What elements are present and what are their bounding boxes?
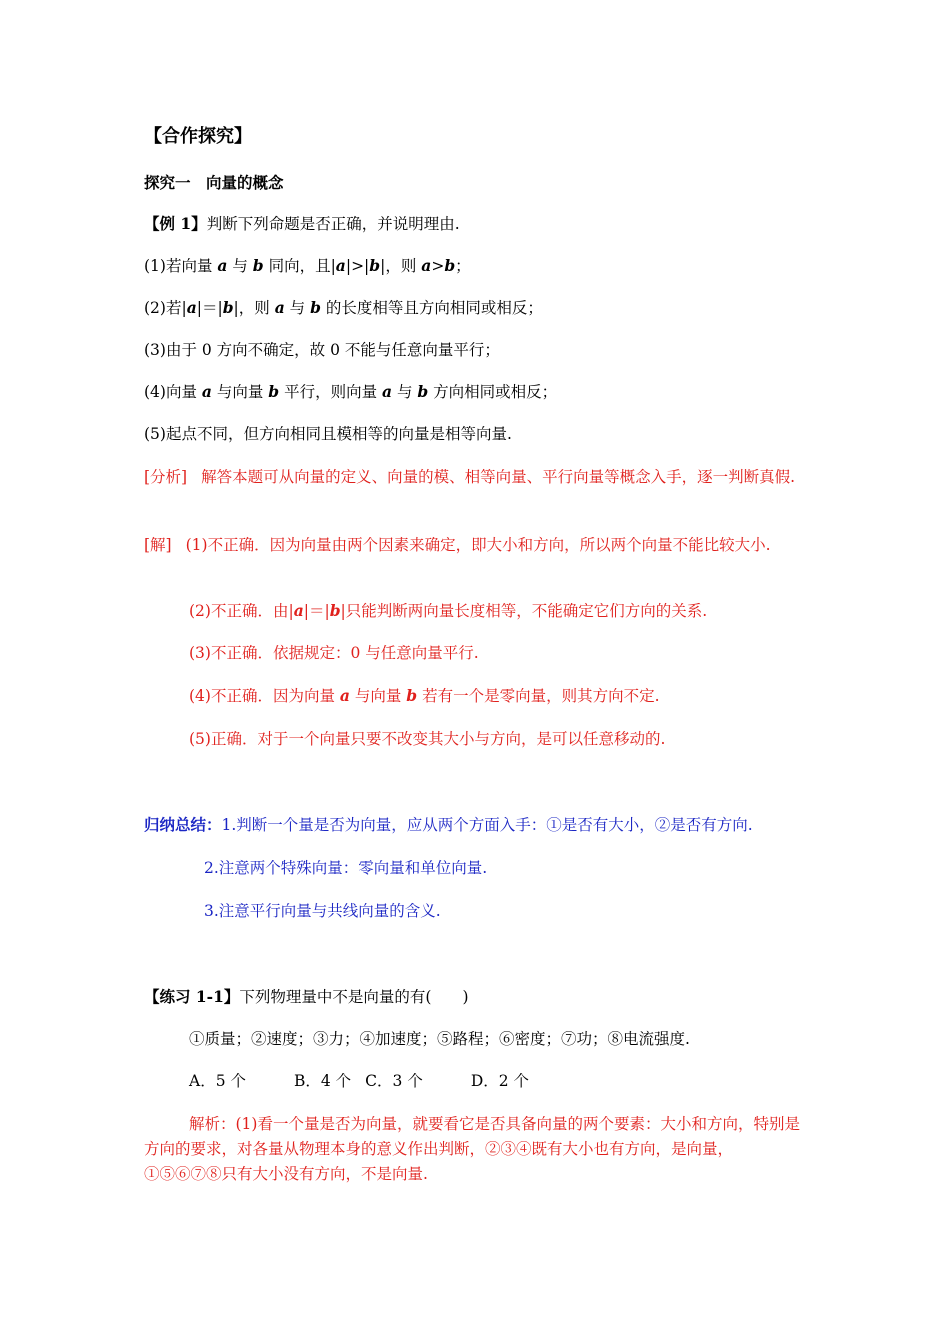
vector-a: a	[293, 601, 304, 620]
proposition-5: (5)起点不同，但方向相同且模相等的向量是相等向量.	[144, 425, 512, 443]
vector-b: b	[329, 601, 341, 620]
vector-a: a	[201, 382, 212, 401]
proposition-1: (1)若向量 a 与 b 同向，且|a|>|b|，则 a>b；	[144, 256, 471, 275]
vector-a: a	[186, 298, 197, 317]
analysis-label: [分析]	[144, 468, 188, 486]
option-b: B．4 个	[293, 1072, 352, 1090]
exercise-options	[189, 1070, 529, 1092]
vector-a: a	[335, 256, 346, 275]
vector-b: b	[310, 298, 321, 317]
solution-5: (5)正确．对于一个向量只要不改变其大小与方向，是可以任意移动的.	[189, 730, 666, 748]
vector-a: a	[421, 256, 432, 275]
solution-label: [解]	[144, 536, 172, 554]
solution-4: (4)不正确．因为向量 a 与向量 b 若有一个是零向量，则其方向不定.	[189, 686, 660, 705]
section-title: 【合作探究】	[144, 126, 252, 147]
vector-b: b	[252, 256, 264, 275]
option-c: C．3 个	[365, 1072, 423, 1090]
vector-a: a	[217, 256, 228, 275]
summary-3: 3.注意平行向量与共线向量的含义.	[204, 902, 441, 920]
option-d: D．2 个	[470, 1072, 530, 1090]
proposition-2: (2)若|a|＝|b|，则 a 与 b 的长度相等且方向相同或相反；	[144, 298, 543, 317]
example-question: 判断下列命题是否正确，并说明理由.	[206, 215, 460, 233]
analysis-text: 解答本题可从向量的定义、向量的模、相等向量、平行向量等概念入手，逐一判断真假.	[201, 468, 796, 486]
example-prompt	[144, 213, 460, 235]
vector-b: b	[369, 256, 381, 275]
exercise-label: 【练习 1-1】	[144, 987, 240, 1006]
summary-label: 归纳总结：	[144, 815, 222, 834]
exercise-explanation: 解析：(1)看一个量是否为向量，就要看它是否具备向量的两个要素：大小和方向，特别是方向的要求，对各量从物理本身的意义作出判断，②③④既有大小也有方向，是向量，①⑤⑥⑦⑧只有大小没有方向，不是向量.	[144, 1115, 800, 1183]
exercise-question: 【练习 1-1】下列物理量中不是向量的有( )	[144, 987, 469, 1006]
vector-b: b	[444, 256, 456, 275]
vector-b: b	[222, 298, 234, 317]
vector-b: b	[417, 382, 429, 401]
vector-a: a	[339, 686, 350, 705]
vector-a: a	[382, 382, 393, 401]
topic-title: 探究一 向量的概念	[144, 173, 284, 192]
proposition-3: (3)由于 0 方向不确定，故 0 不能与任意向量平行；	[144, 341, 500, 359]
solution-1: [解] (1)不正确．因为向量由两个因素来确定，即大小和方向，所以两个向量不能比较大小.	[144, 536, 771, 554]
vector-a: a	[274, 298, 285, 317]
option-a: A．5 个	[189, 1072, 246, 1090]
solution-2: (2)不正确．由|a|＝|b|只能判断两向量长度相等，不能确定它们方向的关系.	[189, 601, 708, 620]
solution-3: (3)不正确．依据规定：0 与任意向量平行.	[189, 644, 479, 662]
exercise-quantities: ①质量；②速度；③力；④加速度；⑤路程；⑥密度；⑦功；⑧电流强度.	[189, 1030, 690, 1048]
vector-b: b	[406, 686, 418, 705]
summary-1: 归纳总结：1.判断一个量是否为向量，应从两个方面入手：①是否有大小，②是否有方向.	[144, 815, 753, 834]
summary-2: 2.注意两个特殊向量：零向量和单位向量.	[204, 859, 488, 877]
analysis-paragraph	[144, 464, 809, 491]
proposition-4: (4)向量 a 与向量 b 平行，则向量 a 与 b 方向相同或相反；	[144, 382, 558, 401]
example-label: 【例 1】	[144, 214, 207, 233]
vector-b: b	[268, 382, 280, 401]
